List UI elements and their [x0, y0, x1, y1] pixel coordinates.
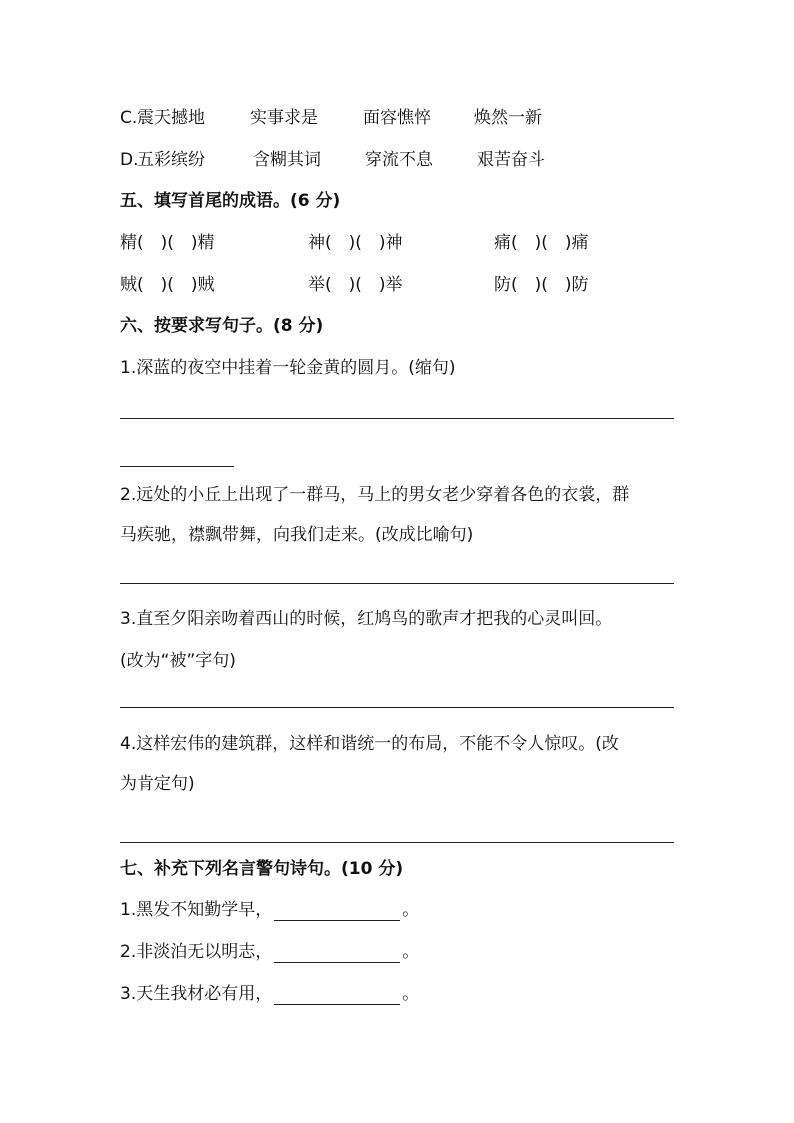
quote-1-blank[interactable]: [274, 904, 400, 921]
option-c-word-4: 焕然一新: [474, 108, 542, 128]
option-d-word-3: 穿流不息: [365, 150, 433, 170]
option-c-label: C.: [120, 108, 138, 128]
quote-2: [120, 941, 419, 963]
quote-3-end: 。: [402, 984, 420, 1004]
idiom-blank-3: 痛( )( )痛: [494, 233, 589, 253]
answer-line-6-4: [120, 842, 674, 843]
quote-3-text: 3.天生我材必有用，: [120, 984, 273, 1004]
idiom-blank-5: 举( )( )举: [308, 275, 403, 295]
question-6-4-line-1: 4.这样宏伟的建筑群，这样和谐统一的布局，不能不令人惊叹。(改: [120, 734, 619, 754]
question-6-2-line-2: 马疾驰，襟飘带舞，向我们走来。(改成比喻句): [120, 525, 474, 545]
option-d-word-2: 含糊其词: [253, 150, 321, 170]
answer-line-6-2: [120, 583, 674, 584]
idiom-blank-2: 神( )( )神: [308, 233, 403, 253]
answer-line-6-1: [120, 418, 674, 419]
answer-line-6-1-end: [120, 466, 234, 467]
answer-line-6-3: [120, 707, 674, 708]
option-d-word-4: 艰苦奋斗: [477, 150, 545, 170]
option-d-word-1: 五彩缤纷: [137, 150, 205, 170]
option-d-label: D.: [120, 150, 139, 170]
quote-3-blank[interactable]: [274, 988, 400, 1005]
section-6-heading: 六、按要求写句子。(8 分): [120, 316, 324, 336]
idiom-blank-4: 贼( )( )贼: [120, 275, 215, 295]
idiom-blank-1: 精( )( )精: [120, 233, 215, 253]
quote-1-text: 1.黑发不知勤学早，: [120, 900, 273, 920]
quote-1: [120, 899, 419, 921]
section-5-heading: 五、填写首尾的成语。(6 分): [120, 191, 341, 211]
question-6-4-line-2: 为肯定句): [120, 774, 195, 794]
question-6-1: 1.深蓝的夜空中挂着一轮金黄的圆月。(缩句): [120, 358, 456, 378]
option-c-word-3: 面容憔悴: [363, 108, 431, 128]
question-6-2-line-1: 2.远处的小丘上出现了一群马，马上的男女老少穿着各色的衣裳，群: [120, 485, 630, 505]
quote-1-end: 。: [402, 900, 420, 920]
option-c-word-1: 震天撼地: [137, 108, 205, 128]
quote-2-text: 2.非淡泊无以明志，: [120, 942, 273, 962]
question-6-3-line-2: (改为“被”字句): [120, 651, 236, 671]
idiom-blank-6: 防( )( )防: [494, 275, 589, 295]
quote-2-end: 。: [402, 942, 420, 962]
section-7-heading: 七、补充下列名言警句诗句。(10 分): [120, 859, 404, 879]
question-6-3-line-1: 3.直至夕阳亲吻着西山的时候，红鸠鸟的歌声才把我的心灵叫回。: [120, 609, 613, 629]
option-c-word-2: 实事求是: [250, 108, 318, 128]
quote-2-blank[interactable]: [274, 946, 400, 963]
quote-3: [120, 983, 419, 1005]
